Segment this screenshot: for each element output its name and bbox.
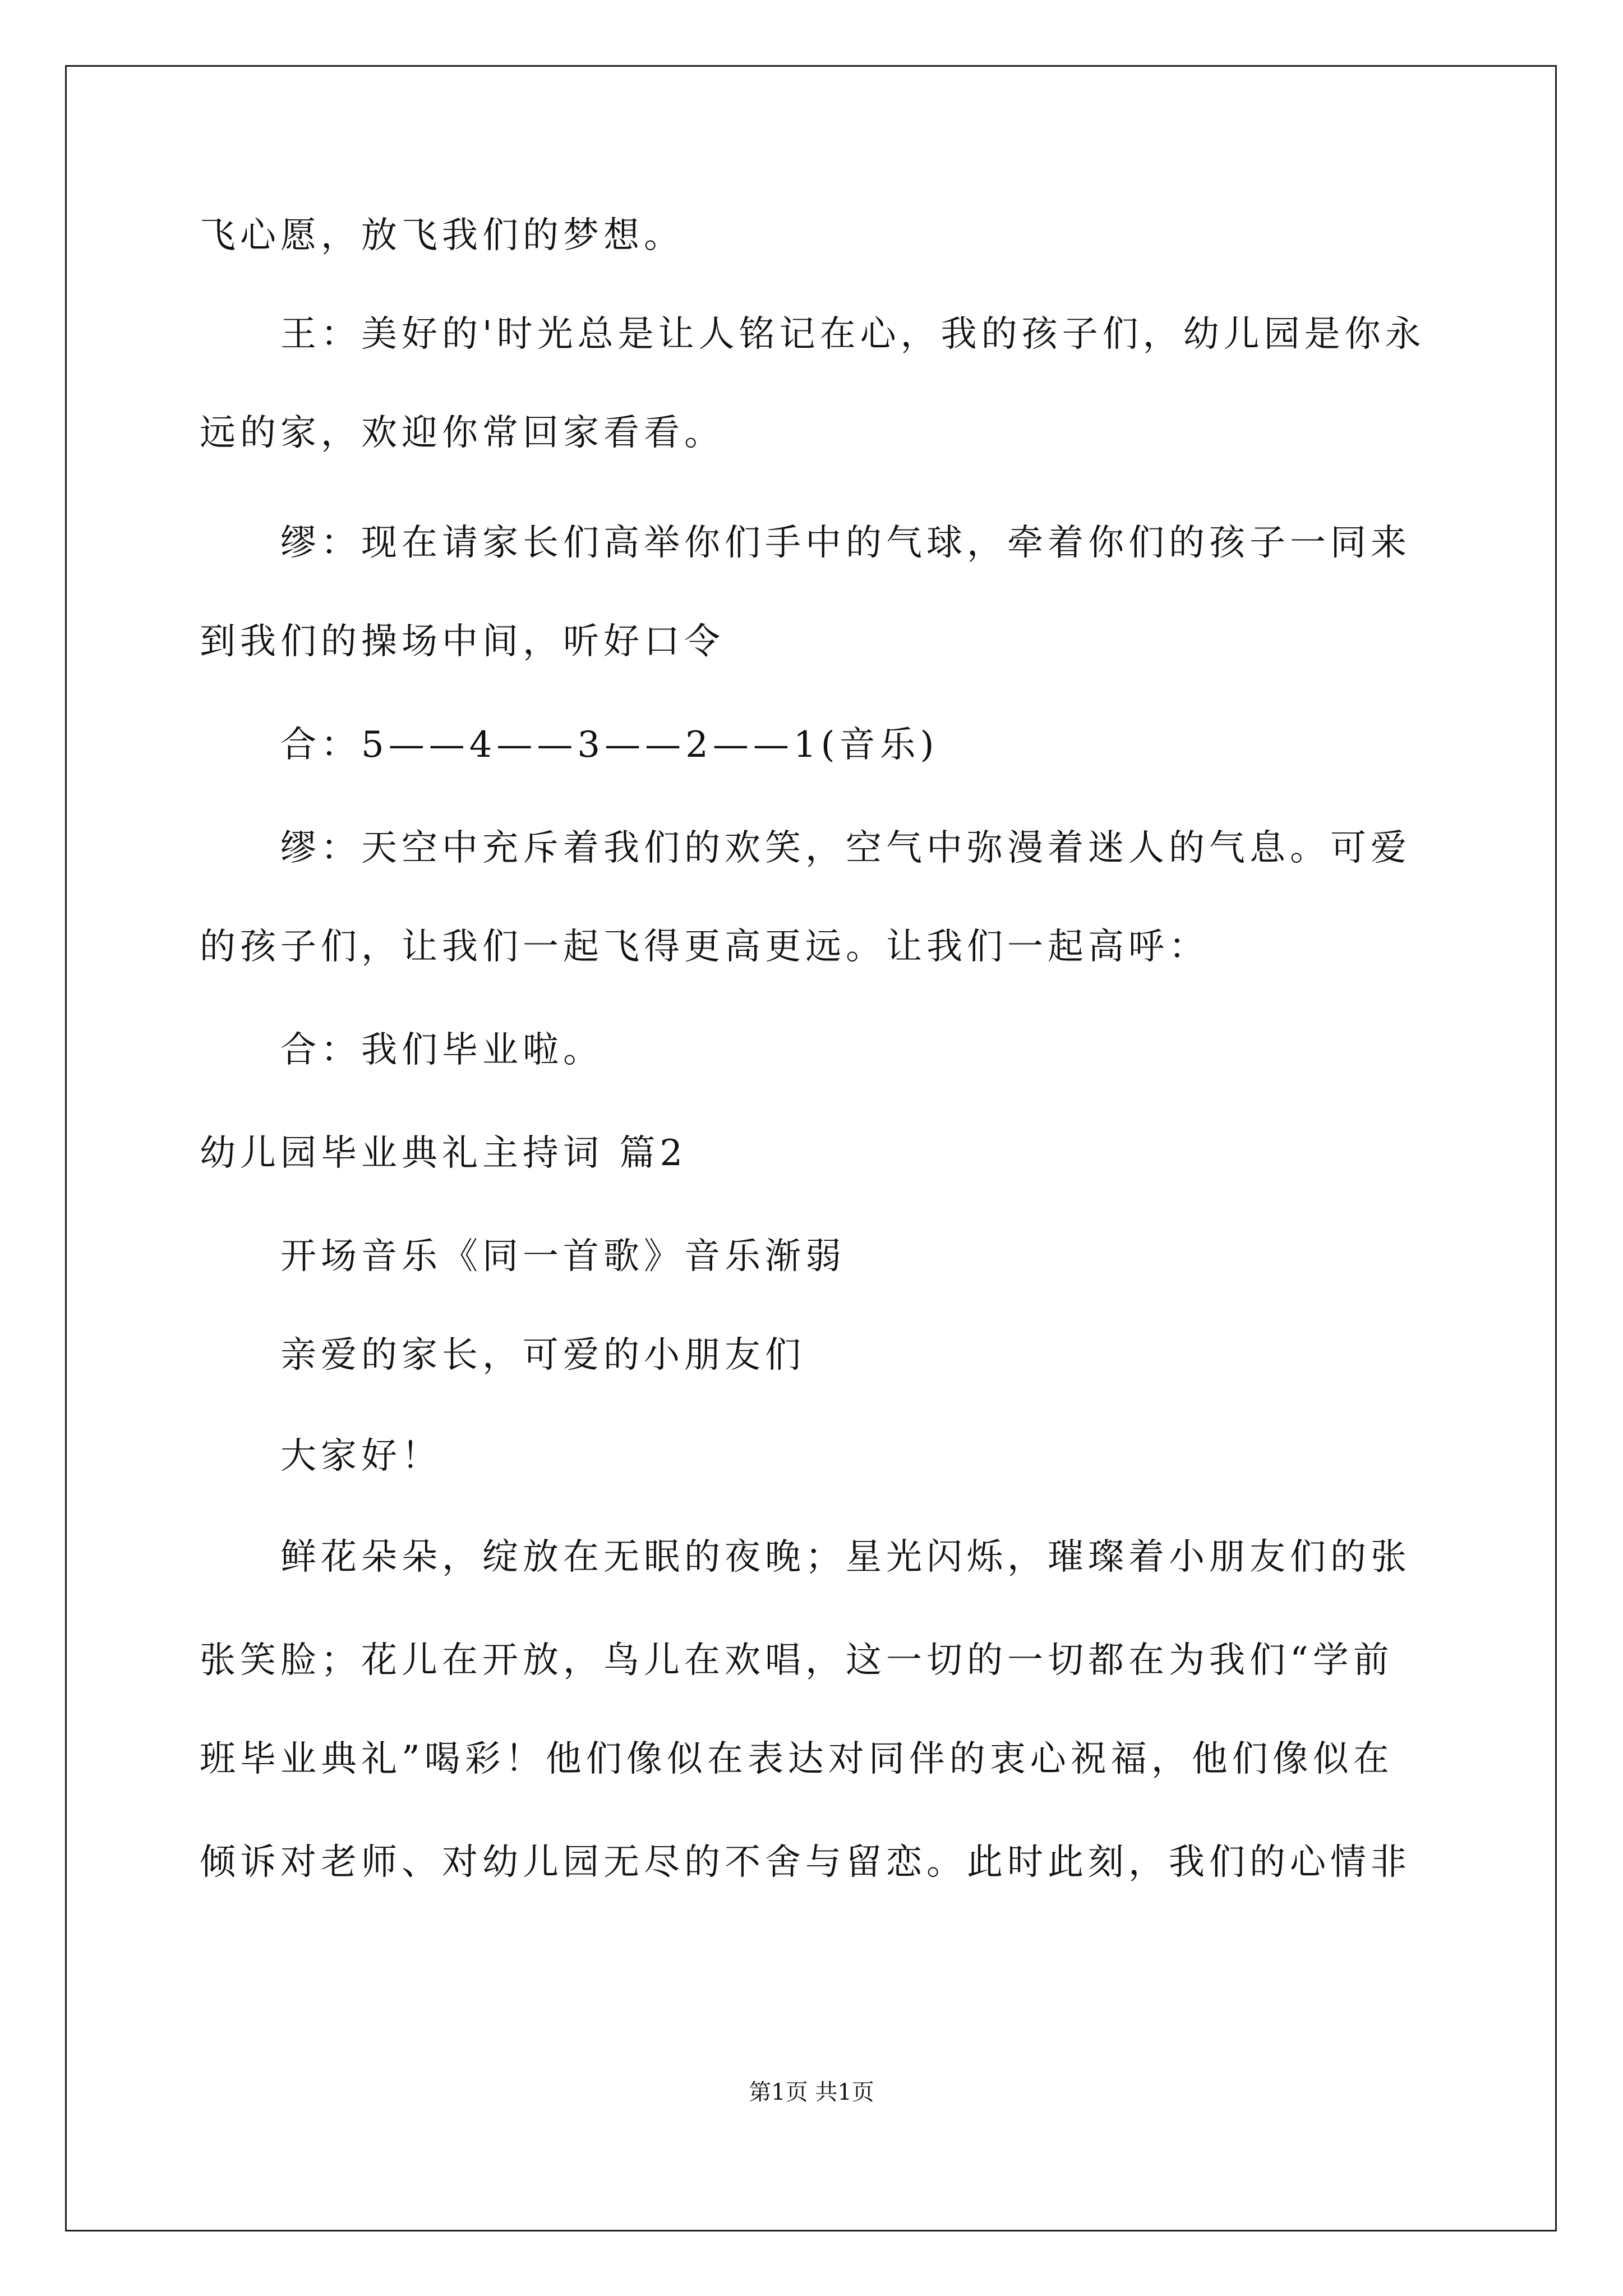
section-heading: 幼儿园毕业典礼主持词 篇2 [200,1133,688,1174]
text-line: 合：5——4——3——2——1(音乐) [280,724,939,766]
text-line: 王：美好的'时光总是让人铭记在心，我的孩子们，幼儿园是你永 [280,314,1426,355]
text-line: 开场音乐《同一首歌》音乐渐弱 [280,1236,846,1277]
text-line: 远的家，欢迎你常回家看看。 [200,412,725,454]
text-line: 大家好！ [280,1435,442,1477]
text-line: 鲜花朵朵，绽放在无眠的夜晚；星光闪烁，璀璨着小朋友们的张 [280,1536,1411,1578]
text-line: 缪：现在请家长们高举你们手中的气球，牵着你们的孩子一同来 [280,522,1411,564]
text-line: 缪：天空中充斥着我们的欢笑，空气中弥漫着迷人的气息。可爱 [280,827,1411,869]
text-line: 到我们的操场中间，听好口令 [200,621,725,662]
text-line: 倾诉对老师、对幼儿园无尽的不舍与留恋。此时此刻，我们的心情非 [200,1842,1411,1883]
text-line: 班毕业典礼”喝彩！他们像似在表达对同伴的衷心祝福，他们像似在 [200,1738,1394,1780]
page-footer: 第1页 共1页 [749,2079,874,2105]
text-line: 合：我们毕业啦。 [280,1029,603,1071]
text-line: 亲爱的家长，可爱的小朋友们 [280,1335,805,1376]
text-line: 张笑脸；花儿在开放，鸟儿在欢唱，这一切的一切都在为我们“学前 [200,1640,1394,1681]
text-line: 飞心愿，放飞我们的梦想。 [200,215,684,256]
text-line: 的孩子们，让我们一起飞得更高更远。让我们一起高呼： [200,926,1209,968]
